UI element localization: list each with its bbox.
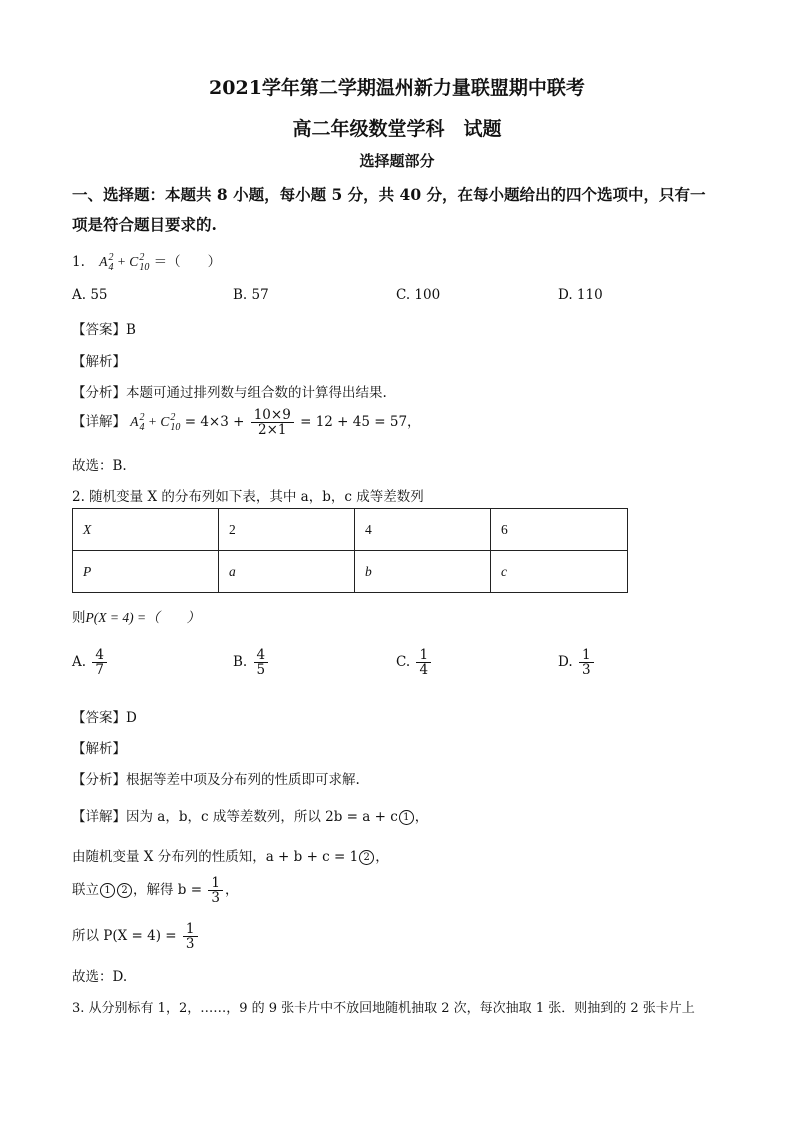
fraction-denominator: 3 — [581, 662, 591, 679]
q2-detail-line4 — [72, 922, 200, 951]
part-heading: 选择题部分 — [359, 152, 435, 170]
detail-tag: 【详解】 — [72, 809, 126, 825]
q1-paren: ＝（ ） — [153, 254, 222, 270]
fraction-denominator: 4 — [419, 662, 429, 679]
fraction-numerator: 1 — [416, 648, 431, 663]
table-cell: P — [73, 551, 219, 593]
fraction-denominator: 3 — [211, 890, 220, 907]
q3-stem: 3. 从分别标有 1，2，……，9 的 9 张卡片中不放回地随机抽取 2 次，每次抽取 1 张．则抽到的 2 张卡片上 — [72, 1001, 695, 1016]
analysis-text: 根据等差中项及分布列的性质即可求解. — [126, 772, 360, 788]
table-cell: c — [491, 551, 628, 593]
detail-text: 联立 — [72, 882, 99, 899]
q1-detail — [72, 408, 421, 437]
q1-conclusion: 故选：B. — [72, 458, 127, 474]
answer-tag: 【答案】 — [72, 710, 126, 726]
q1-analysis — [72, 381, 387, 401]
q2-option-c — [396, 648, 433, 677]
table-cell: 6 — [491, 509, 628, 551]
circled-number-2: 2 — [359, 850, 374, 865]
fraction-numerator: 1 — [183, 922, 198, 937]
table-cell: a — [219, 551, 355, 593]
q2-conclusion: 故选：D. — [72, 969, 128, 985]
detail-expression: A 2 4 + C 2 10 — [130, 412, 181, 434]
q2-option-d — [558, 648, 596, 677]
q1-answer — [72, 318, 136, 338]
detail-calc-mid: = 4×3 + — [184, 414, 245, 431]
q1-expression: A 2 4 + C 2 10 — [99, 251, 150, 273]
fraction-denominator: 2×1 — [258, 422, 287, 439]
option-label: C. — [396, 654, 411, 671]
detail-text-end: ， — [224, 882, 239, 899]
q2-option-b — [233, 648, 270, 677]
table-cell: X — [73, 509, 219, 551]
option-label: A. — [72, 654, 87, 671]
q2-jiexi-heading: 【解析】 — [72, 741, 126, 757]
q2-detail-line1 — [72, 805, 428, 825]
q2-detail-line2 — [72, 845, 389, 865]
b-fraction — [208, 876, 223, 905]
circled-number-1: 1 — [399, 810, 414, 825]
q2-question-pre: 则 — [72, 610, 86, 626]
q2-stem: 2. 随机变量 X 的分布列如下表，其中 a，b，c 成等差数列 — [72, 489, 424, 505]
distribution-table — [72, 508, 628, 593]
exam-subtitle: 高二年级数堂学科 试题 — [292, 118, 502, 140]
analysis-text: 本题可通过排列数与组合数的计算得出结果. — [126, 385, 387, 401]
analysis-tag: 【分析】 — [72, 385, 126, 401]
table-row — [73, 551, 628, 593]
table-row — [73, 509, 628, 551]
q1-option-a: A. 55 — [72, 287, 108, 303]
option-label: B. — [233, 654, 248, 671]
answer-value: B — [126, 322, 136, 338]
table-cell: b — [355, 551, 491, 593]
section-instructions-line1: 一、选择题：本题共 8 小题，每小题 5 分，共 40 分，在每小题给出的四个选项中，只有一 — [72, 185, 706, 204]
detail-text: ，解得 b = — [133, 882, 203, 899]
q2-analysis — [72, 768, 360, 788]
q1-stem — [72, 250, 221, 273]
option-fraction — [579, 648, 594, 677]
fraction-numerator: 4 — [254, 648, 269, 663]
p-fraction — [183, 922, 198, 951]
q1-option-b: B. 57 — [233, 287, 269, 303]
option-label: D. — [558, 654, 573, 671]
option-fraction — [416, 648, 431, 677]
q2-question-expr: P(X = 4) =（ ） — [85, 610, 201, 625]
detail-text-end: ， — [414, 809, 429, 825]
q1-jiexi-heading: 【解析】 — [72, 354, 126, 370]
table-cell: 4 — [355, 509, 491, 551]
fraction-numerator: 1 — [579, 648, 594, 663]
detail-text: 所以 P(X = 4) = — [72, 928, 177, 945]
q2-answer — [72, 706, 137, 726]
circled-number-2: 2 — [117, 883, 132, 898]
q2-option-a — [72, 648, 109, 677]
q1-number: 1. — [72, 254, 85, 270]
section-instructions-line2: 项是符合题目要求的. — [72, 215, 217, 234]
fraction-denominator: 5 — [256, 662, 266, 679]
fraction-numerator: 4 — [92, 648, 107, 663]
fraction-denominator: 3 — [185, 936, 195, 953]
detail-text: 由随机变量 X 分布列的性质知，a + b + c = 1 — [72, 849, 359, 865]
fraction-denominator: 7 — [95, 662, 104, 679]
fraction-numerator: 1 — [208, 876, 223, 891]
option-fraction — [92, 648, 107, 677]
fraction-numerator: 10×9 — [251, 408, 294, 423]
detail-calc-end: = 12 + 45 = 57， — [300, 414, 421, 431]
exam-title: 2021学年第二学期温州新力量联盟期中联考 — [209, 77, 585, 99]
analysis-tag: 【分析】 — [72, 772, 126, 788]
detail-text: 因为 a，b，c 成等差数列，所以 2b = a + c — [126, 809, 398, 825]
detail-tag: 【详解】 — [72, 414, 126, 431]
q2-detail-line3 — [72, 876, 238, 905]
detail-text-end: ， — [375, 849, 389, 865]
circled-number-1: 1 — [100, 883, 115, 898]
q2-question — [72, 606, 200, 626]
q1-option-d: D. 110 — [558, 287, 603, 303]
q1-option-c: C. 100 — [396, 287, 441, 303]
option-fraction — [254, 648, 269, 677]
detail-fraction — [251, 408, 294, 437]
table-cell: 2 — [219, 509, 355, 551]
answer-tag: 【答案】 — [72, 322, 126, 338]
answer-value: D — [126, 710, 137, 726]
